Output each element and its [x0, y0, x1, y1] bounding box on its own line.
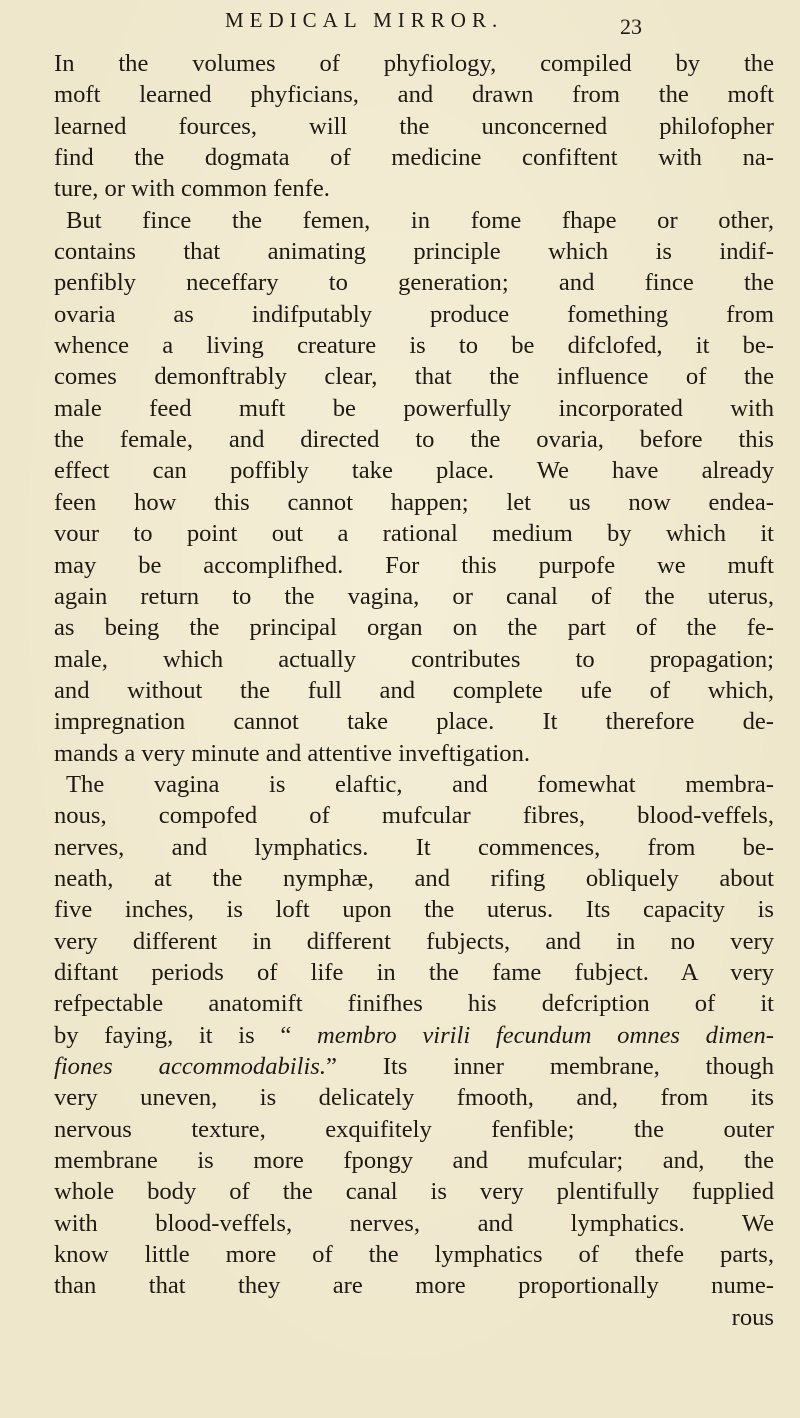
latin-quotation: membro virili fecundum omnes dimen- [316, 1021, 774, 1049]
text-line: effect can poffibly take place. We have already [54, 457, 774, 485]
text-line: In the volumes of phyfiology, compiled by the [54, 50, 774, 77]
text-line: as being the principal organ on the part of the fe- [54, 614, 774, 642]
text-line: contains that animating principle which is indif- [54, 238, 774, 266]
text-line: learned fources, will the unconcerned philofopher [54, 112, 774, 140]
text-line: whole body of the canal is very plentifully fupplied [54, 1178, 774, 1206]
text-line: The vagina is elaftic, and fomewhat membra- [66, 770, 774, 798]
text-line: ovaria as indifputably produce fomething from [54, 300, 774, 328]
text-line: with blood-veffels, nerves, and lymphatics. We [54, 1209, 774, 1237]
text-line: whence a living creature is to be difclofed, it be- [54, 332, 774, 360]
catchword: rous [731, 1303, 774, 1331]
text-line: the female, and directed to the ovaria, before this [54, 426, 774, 454]
text-line: know little more of the lymphatics of thefe parts, [54, 1241, 774, 1269]
text-line: diftant periods of life in the fame fubject. A very [54, 958, 774, 986]
text-line: than that they are more proportionally nume- [54, 1272, 774, 1300]
text-line: moft learned phyficians, and drawn from the moft [54, 81, 774, 109]
running-head [0, 6, 800, 40]
text-line: and without the full and complete ufe of which, [54, 676, 774, 704]
text-line: impregnation cannot take place. It therefore de- [54, 708, 774, 736]
text-line: find the dogmata of medicine confiftent with na- [54, 144, 774, 172]
text-line: nervous texture, exquifitely fenfible; the outer [54, 1115, 774, 1143]
text-line: by faying, it is “ membro virili fecundum omnes dimen- [54, 1021, 774, 1049]
running-title: MEDICAL MIRROR. [225, 8, 504, 32]
text-line: comes demonftrably clear, that the influence of the [54, 363, 774, 391]
text-line: male, which actually contributes to propagation; [54, 645, 774, 673]
text-line: may be accomplifhed. For this purpofe we muft [54, 551, 774, 579]
text-line: But fince the femen, in fome fhape or other, [66, 206, 774, 234]
text-line: membrane is more fpongy and mufcular; and, the [54, 1147, 774, 1175]
text-line: mands a very minute and attentive inveftigation. [54, 739, 531, 767]
text-line: again return to the vagina, or canal of the uterus, [54, 582, 774, 610]
text-line: nerves, and lymphatics. It commences, from be- [54, 833, 774, 861]
text-line: very uneven, is delicately fmooth, and, from its [54, 1084, 774, 1112]
text-line: feen how this cannot happen; let us now endea- [54, 488, 774, 516]
body-text [54, 48, 774, 1333]
text-line: vour to point out a rational medium by which it [54, 520, 774, 548]
text-line: male feed muft be powerfully incorporated with [54, 394, 774, 422]
text-line: refpectable anatomift finifhes his defcription of it [54, 990, 774, 1018]
text-line: fiones accommodabilis.” Its inner membrane, though [54, 1053, 774, 1080]
text-line: ture, or with common fenfe. [54, 175, 330, 203]
text-line: five inches, is loft upon the uterus. Its capacity is [54, 896, 774, 924]
text-line: very different in different fubjects, and in no very [54, 927, 774, 955]
page-number: 23 [620, 14, 642, 39]
text-line: neath, at the nymphæ, and rifing obliquely about [54, 864, 774, 892]
text-line: nous, compofed of mufcular fibres, blood-veffels, [54, 802, 774, 830]
text-line: penfibly neceffary to generation; and fince the [54, 269, 774, 297]
latin-quotation: fiones accommodabilis. [54, 1053, 327, 1080]
